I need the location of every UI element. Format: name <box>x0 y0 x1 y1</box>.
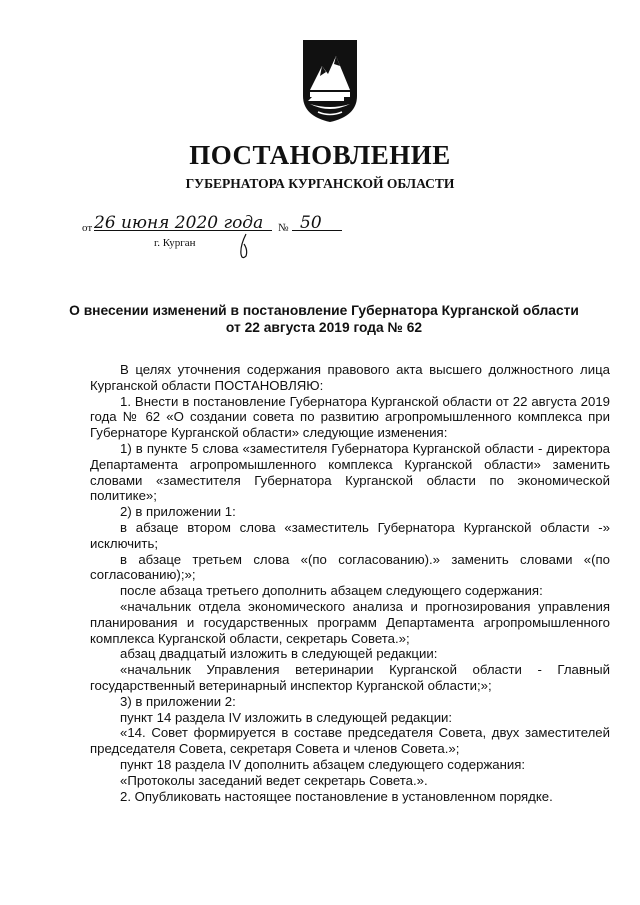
heading-line-2: от 22 августа 2019 года № 62 <box>225 320 423 335</box>
paragraph: после абзаца третьего дополнить абзацем следующего содержания: <box>120 583 543 599</box>
document-subtitle: ГУБЕРНАТОРА КУРГАНСКОЙ ОБЛАСТИ <box>185 176 455 191</box>
paragraph: пункт 18 раздела IV дополнить абзацем следующего содержания: <box>120 756 526 772</box>
paragraph: «начальник Управления ветеринарии Курганской области - Главный государственный ветеринарный инспектор Курганской области;»; <box>90 662 610 693</box>
city-label: г. Курган <box>154 237 196 249</box>
number-label: № <box>278 222 289 234</box>
paragraph: абзац двадцатый изложить в следующей редакции: <box>120 646 438 662</box>
handwritten-stroke <box>236 232 250 262</box>
paragraph: 3) в приложении 2: <box>120 693 236 709</box>
paragraph: 1) в пункте 5 слова «заместителя Губернатора Курганской области - директора Департамента агропромышленного комплекса Курганской области» заменить словами «заместителя Губернатора Курганской области по экономической политике»; <box>90 440 610 504</box>
handwritten-number: 50 <box>300 213 322 233</box>
paragraph: 2) в приложении 1: <box>120 504 236 520</box>
number-underline <box>292 230 342 231</box>
paragraph: «14. Совет формируется в составе председателя Совета, двух заместителей председателя Совета, секретаря Совета и членов Совета.»; <box>90 725 610 757</box>
paragraph: в абзаце втором слова «заместитель Губернатора Курганской области -» исключить; <box>90 519 610 551</box>
date-underline <box>94 230 272 231</box>
document-heading <box>60 302 588 336</box>
document-body <box>90 362 610 804</box>
paragraph: «начальник отдела экономического анализа и прогнозирования управления планирования и государственных программ Департамента агропромышленного комплекса Курганской области, секретарь Совета.»; <box>90 598 610 646</box>
paragraph: «Протоколы заседаний ведет секретарь Совета.». <box>120 772 428 788</box>
coat-of-arms-icon <box>300 38 360 124</box>
paragraph: в абзаце третьем слова «(по согласованию).» заменить словами «(по согласованию);»; <box>90 551 610 583</box>
heading-line-1: О внесении изменений в постановление Губернатора Курганской области <box>69 303 579 318</box>
document-title: ПОСТАНОВЛЕНИЕ <box>189 140 451 170</box>
paragraph: 1. Внести в постановление Губернатора Курганской области от 22 августа 2019 года № 62 «О создании совета по развитию агропромышленного комплекса при Губернаторе Курганской области» следующие изменения: <box>90 393 610 441</box>
paragraph: 2. Опубликовать настоящее постановление в установленном порядке. <box>120 788 553 804</box>
date-from-label: от <box>82 222 93 234</box>
paragraph: В целях уточнения содержания правового акта высшего должностного лица Курганской области ПОСТАНОВЛЯЮ: <box>90 362 610 393</box>
paragraph: пункт 14 раздела IV изложить в следующей редакции: <box>120 709 453 725</box>
handwritten-date: 26 июня 2020 года <box>94 213 264 233</box>
